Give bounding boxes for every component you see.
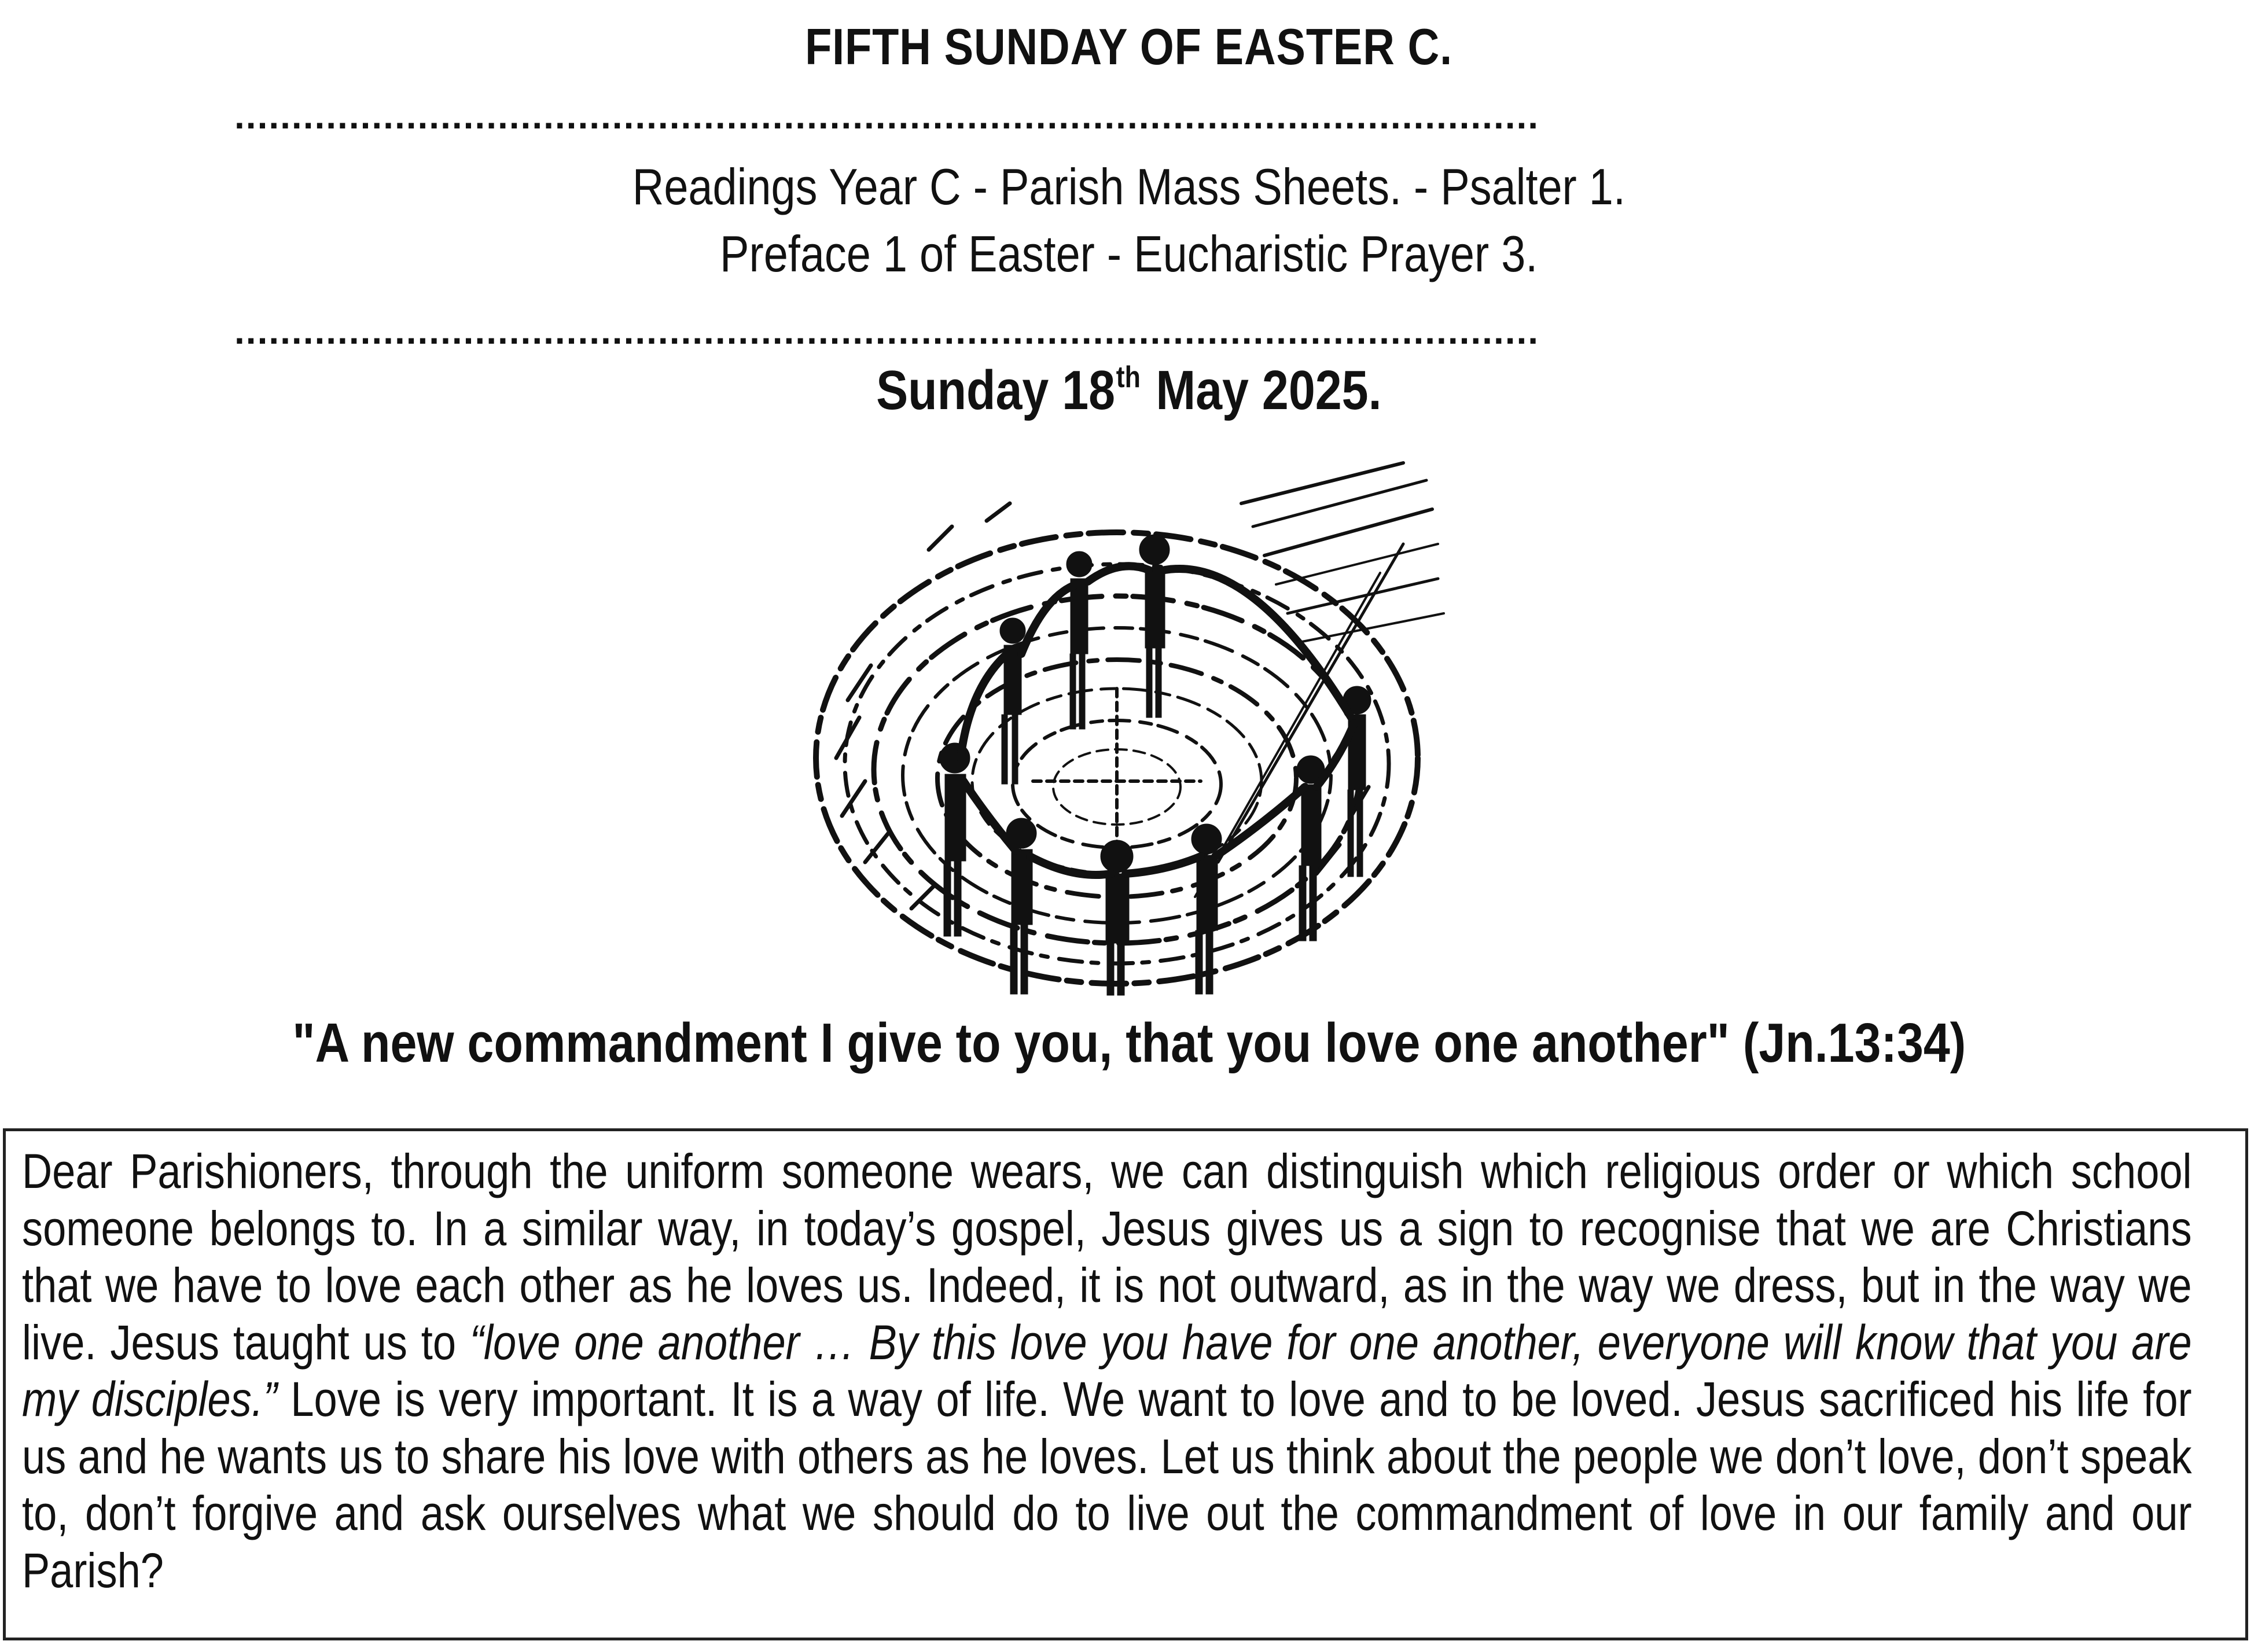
date-text [876,359,1381,422]
dotted-separator-top: .................................................................................................................. [234,97,1540,134]
dotted-separator-bottom: .................................................................................................................. [234,312,1540,349]
preface-text: Preface 1 of Easter - Eucharistic Prayer 3. [720,225,1538,282]
date-suffix: th [1116,360,1141,394]
message-box [3,1128,2248,1640]
preface-line [0,225,2258,284]
scripture-quote-text: "A new commandment I give to you, that you love one another" (Jn.13:34) [292,1012,1966,1074]
date-day: Sunday 18 [876,359,1116,421]
date-rest: May 2025. [1142,359,1382,421]
message-part-1: Dear Parishioners, through the uniform someone wears, we can distinguish which religious order or which school someone belongs to. In a similar way, in today’s gospel, Jesus gives us a sign to recognise that we are Christians that we have to love each other as he loves us. Indeed, it is not outward, as in the way we dress, but in the way we live. Jesus taught us to [22,1144,2192,1370]
page-title-text: FIFTH SUNDAY OF EASTER C. [805,18,1453,75]
readings-line [0,157,2258,216]
message-italic-quote: “love one another … By this love you have for one another, everyone will know that you are my disciples.” [22,1315,2192,1426]
scripture-quote [0,1011,2258,1075]
message-part-2: Love is very important. It is a way of life. We want to love and to be loved. Jesus sacrificed his life for us and he wants us to share his love with others as he loves. Let us think about the people we don’t love, don’t speak to, don’t forgive and ask ourselves what we should do to live out the commandment of love in our family and our Parish? [22,1372,2192,1598]
pastoral-message [22,1143,2192,1599]
page-title [0,17,2258,76]
readings-text: Readings Year C - Parish Mass Sheets. - Psalter 1. [632,158,1626,215]
date-line [0,359,2258,422]
figures-holding-hands-circle-icon [778,457,1455,1001]
